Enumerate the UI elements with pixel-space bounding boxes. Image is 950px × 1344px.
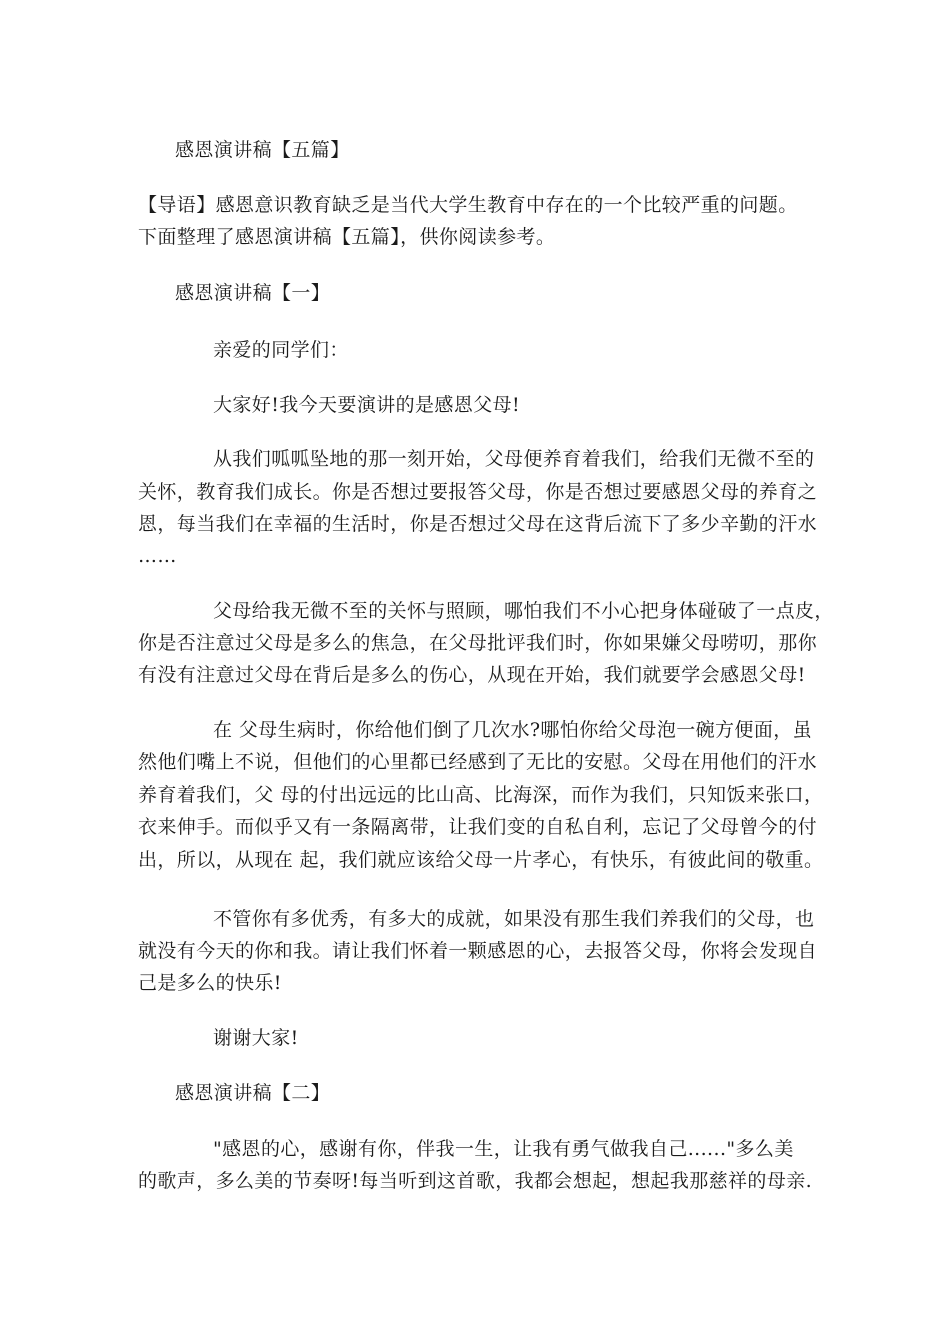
section-2-paragraph-1-line-1: "感恩的心，感谢有你，伴我一生，让我有勇气做我自己......"多么美 bbox=[213, 1138, 794, 1160]
paragraph-3-line-2: 然他们嘴上不说，但他们的心里都已经感到了无比的安慰。父母在用他们的汗水 bbox=[138, 751, 818, 773]
paragraph-3-line-5: 出，所以，从现在 起，我们就应该给父母一片孝心，有快乐，有彼此间的敬重。 bbox=[138, 849, 824, 871]
intro-line-1: 【导语】感恩意识教育缺乏是当代大学生教育中存在的一个比较严重的问题。 bbox=[138, 194, 798, 216]
paragraph-3-line-1: 在 父母生病时，你给他们倒了几次水?哪怕你给父母泡一碗方便面，虽 bbox=[213, 719, 813, 741]
paragraph-3-line-3: 养育着我们，父 母的付出远远的比山高、比海深，而作为我们，只知饭来张口， bbox=[138, 784, 824, 806]
paragraph-2-line-2: 你是否注意过父母是多么的焦急，在父母批评我们时，你如果嫌父母唠叨，那你 bbox=[138, 632, 818, 654]
paragraph-4-line-1: 不管你有多优秀，有多大的成就，如果没有那生我们养我们的父母，也 bbox=[213, 908, 815, 930]
paragraph-3-line-4: 衣来伸手。而似乎又有一条隔离带，让我们变的自私自利，忘记了父母曾今的付 bbox=[138, 816, 818, 838]
paragraph-1-line-2: 关怀，教育我们成长。你是否想过要报答父母，你是否想过要感恩父母的养育之 bbox=[138, 481, 818, 503]
paragraph-1-line-4: …… bbox=[138, 545, 177, 567]
closing: 谢谢大家! bbox=[213, 1027, 299, 1049]
section-2-heading: 感恩演讲稿【二】 bbox=[175, 1082, 331, 1104]
paragraph-2-line-1: 父母给我无微不至的关怀与照顾，哪怕我们不小心把身体碰破了一点皮， bbox=[213, 600, 834, 622]
section-1-heading: 感恩演讲稿【一】 bbox=[175, 282, 331, 304]
greeting: 大家好!我今天要演讲的是感恩父母! bbox=[213, 394, 521, 416]
paragraph-1-line-1: 从我们呱呱坠地的那一刻开始，父母便养育着我们，给我们无微不至的 bbox=[213, 448, 815, 470]
paragraph-4-line-3: 己是多么的快乐! bbox=[138, 972, 282, 994]
paragraph-4-line-2: 就没有今天的你和我。请让我们怀着一颗感恩的心，去报答父母，你将会发现自 bbox=[138, 940, 818, 962]
document-title: 感恩演讲稿【五篇】 bbox=[175, 139, 350, 161]
section-2-paragraph-1-line-2: 的歌声，多么美的节奏呀!每当听到这首歌，我都会想起，想起我那慈祥的母亲. bbox=[138, 1170, 813, 1192]
salutation: 亲爱的同学们： bbox=[213, 339, 349, 361]
paragraph-2-line-3: 有没有注意过父母在背后是多么的伤心，从现在开始，我们就要学会感恩父母! bbox=[138, 664, 806, 686]
paragraph-1-line-3: 恩，每当我们在幸福的生活时，你是否想过父母在这背后流下了多少辛勤的汗水 bbox=[138, 513, 818, 535]
intro-line-2: 下面整理了感恩演讲稿【五篇】，供你阅读参考。 bbox=[138, 226, 556, 248]
